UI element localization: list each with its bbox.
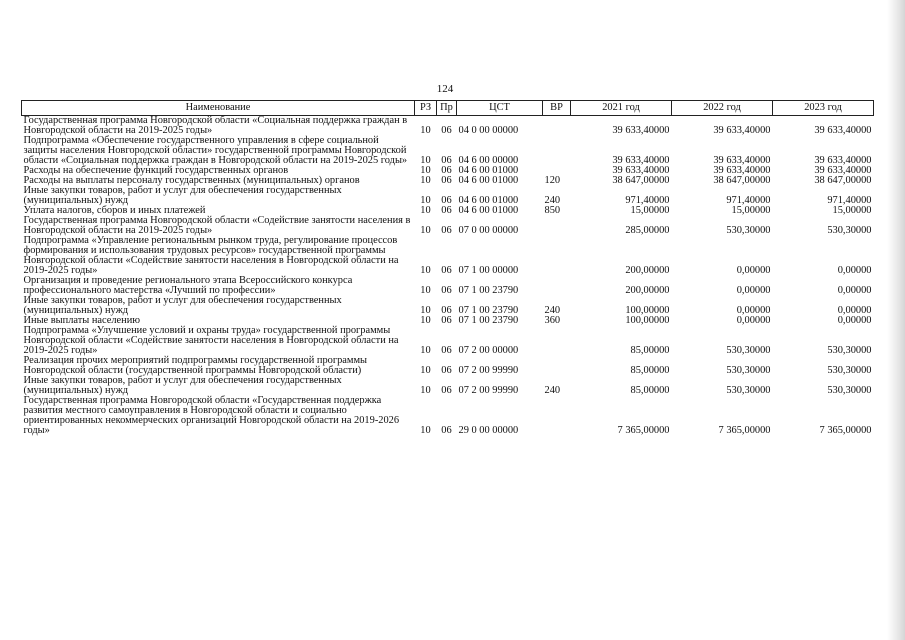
- row-2023: 39 633,40000: [814, 155, 872, 166]
- row-vr: [543, 396, 571, 436]
- row-2023: 530,30000: [827, 385, 872, 396]
- row-name: Иные закупки товаров, работ и услуг для обеспечения государственных (муниципальных) нужд: [23, 295, 342, 316]
- row-name: Расходы на выплаты персоналу государственных (муниципальных) органов: [23, 175, 360, 186]
- table-row: [22, 376, 874, 396]
- header-2023: 2023 год: [773, 101, 874, 116]
- row-2021: 15,00000: [630, 205, 670, 216]
- row-2022: 0,00000: [736, 285, 771, 296]
- row-pr: 06: [441, 265, 452, 276]
- row-pr: 06: [441, 385, 452, 396]
- row-2023: 7 365,00000: [819, 425, 872, 436]
- row-cst: 29 0 00 00000: [458, 425, 519, 436]
- row-cst: 07 0 00 00000: [458, 225, 519, 236]
- row-2021: 38 647,00000: [612, 175, 670, 186]
- row-cst: 04 6 00 01000: [458, 175, 519, 186]
- row-name: Государственная программа Новгородской области «Государственная поддержка развития местного самоуправления в Новгородской области и социально ориентированных некоммерческих организаций Новгородской области на 2019-2026 годы»: [23, 395, 400, 436]
- row-2023: 0,00000: [837, 305, 872, 316]
- row-2023: 0,00000: [837, 315, 872, 326]
- row-pr: 06: [441, 305, 452, 316]
- row-2021: 39 633,40000: [612, 165, 670, 176]
- row-2023: 39 633,40000: [814, 165, 872, 176]
- row-vr: [543, 236, 571, 276]
- row-name: Реализация прочих мероприятий подпрограммы государственной программы Новгородской области (государственной программы Новгородской области): [23, 355, 368, 376]
- row-cst: 07 1 00 23790: [458, 315, 519, 326]
- table-row: [22, 186, 874, 206]
- row-vr: 240: [544, 385, 561, 396]
- row-vr: [543, 356, 571, 376]
- row-cst: 04 6 00 00000: [458, 155, 519, 166]
- table-row: [22, 296, 874, 316]
- row-2023: 0,00000: [837, 285, 872, 296]
- budget-table: [21, 100, 874, 436]
- table-row: [22, 236, 874, 276]
- row-2021: 285,00000: [625, 225, 670, 236]
- row-2022: 39 633,40000: [713, 155, 771, 166]
- row-2021: 85,00000: [630, 385, 670, 396]
- table-body: [22, 116, 874, 437]
- header-cst: ЦСТ: [457, 101, 543, 116]
- row-cst: 04 6 00 01000: [458, 165, 519, 176]
- table-row: [22, 116, 874, 137]
- scan-edge-shadow: [887, 0, 905, 640]
- row-rz: 10: [420, 385, 431, 396]
- row-cst: 07 2 00 00000: [458, 345, 519, 356]
- header-rz: РЗ: [415, 101, 437, 116]
- row-cst: 04 0 00 00000: [458, 125, 519, 136]
- row-vr: 240: [544, 305, 561, 316]
- page-number: 124: [436, 83, 454, 95]
- row-rz: 10: [420, 155, 431, 166]
- table-row: [22, 356, 874, 376]
- row-name: Государственная программа Новгородской области «Содействие занятости населения в Новгородской области на 2019-2025 годы»: [23, 215, 411, 236]
- row-rz: 10: [420, 305, 431, 316]
- row-rz: 10: [420, 265, 431, 276]
- row-pr: 06: [441, 315, 452, 326]
- row-2021: 39 633,40000: [612, 125, 670, 136]
- row-rz: 10: [420, 315, 431, 326]
- row-2022: 0,00000: [736, 315, 771, 326]
- row-rz: 10: [420, 205, 431, 216]
- row-name: Иные закупки товаров, работ и услуг для обеспечения государственных (муниципальных) нужд: [23, 375, 342, 396]
- row-rz: 10: [420, 285, 431, 296]
- row-pr: 06: [441, 165, 452, 176]
- row-2022: 39 633,40000: [713, 125, 771, 136]
- row-vr: 120: [544, 175, 561, 186]
- row-pr: 06: [441, 125, 452, 136]
- row-2023: 971,40000: [827, 195, 872, 206]
- row-rz: 10: [420, 345, 431, 356]
- row-2023: 15,00000: [832, 205, 872, 216]
- row-vr: [543, 326, 571, 356]
- row-2022: 7 365,00000: [718, 425, 771, 436]
- row-2022: 530,30000: [726, 345, 771, 356]
- row-name: Иные закупки товаров, работ и услуг для обеспечения государственных (муниципальных) нужд: [23, 185, 342, 206]
- row-2022: 971,40000: [726, 195, 771, 206]
- row-name: Иные выплаты населению: [23, 315, 141, 326]
- row-rz: 10: [420, 175, 431, 186]
- row-name: Организация и проведение регионального этапа Всероссийского конкурса профессионального мастерства «Лучший по профессии»: [23, 275, 353, 296]
- row-2022: 0,00000: [736, 265, 771, 276]
- row-2022: 38 647,00000: [713, 175, 771, 186]
- header-vr: ВР: [543, 101, 571, 116]
- row-pr: 06: [441, 205, 452, 216]
- header-name: Наименование: [22, 101, 415, 116]
- row-pr: 06: [441, 345, 452, 356]
- row-pr: 06: [441, 425, 452, 436]
- row-2021: 971,40000: [625, 195, 670, 206]
- row-2023: 530,30000: [827, 345, 872, 356]
- table-header: [22, 101, 874, 116]
- row-cst: 07 2 00 99990: [458, 365, 519, 376]
- row-vr: [543, 276, 571, 296]
- row-2023: 38 647,00000: [814, 175, 872, 186]
- row-cst: 07 2 00 99990: [458, 385, 519, 396]
- row-pr: 06: [441, 195, 452, 206]
- row-2021: 85,00000: [630, 365, 670, 376]
- row-name: Подпрограмма «Обеспечение государственного управления в сфере социальной защиты населения Новгородской области» государственной программы Новгородской области «Социальная поддержка граждан в Новгородской области на 2019-2025 годы»: [23, 135, 408, 166]
- row-2023: 39 633,40000: [814, 125, 872, 136]
- row-2021: 200,00000: [625, 285, 670, 296]
- row-pr: 06: [441, 225, 452, 236]
- row-vr: 240: [544, 195, 561, 206]
- row-2022: 530,30000: [726, 385, 771, 396]
- row-vr: [543, 136, 571, 166]
- row-cst: 04 6 00 01000: [458, 205, 519, 216]
- row-pr: 06: [441, 155, 452, 166]
- table-row: [22, 276, 874, 296]
- table-row: [22, 136, 874, 166]
- row-vr: 360: [544, 315, 561, 326]
- row-2021: 85,00000: [630, 345, 670, 356]
- row-rz: 10: [420, 165, 431, 176]
- row-2023: 530,30000: [827, 225, 872, 236]
- row-rz: 10: [420, 365, 431, 376]
- row-2021: 7 365,00000: [617, 425, 670, 436]
- row-name: Государственная программа Новгородской области «Социальная поддержка граждан в Новгородской области на 2019-2025 годы»: [23, 115, 408, 136]
- row-pr: 06: [441, 285, 452, 296]
- table-row: [22, 396, 874, 436]
- row-pr: 06: [441, 365, 452, 376]
- row-cst: 07 1 00 23790: [458, 305, 519, 316]
- row-2021: 200,00000: [625, 265, 670, 276]
- row-2021: 39 633,40000: [612, 155, 670, 166]
- header-2022: 2022 год: [672, 101, 773, 116]
- row-2023: 530,30000: [827, 365, 872, 376]
- row-2021: 100,00000: [625, 315, 670, 326]
- row-name: Подпрограмма «Управление региональным рынком труда, регулирование процессов формирования и использования трудовых ресурсов» государственной программы Новгородской области «Содействие занятости населения в Новгородской области на 2019-2025 годы»: [23, 235, 399, 276]
- row-vr: 850: [544, 205, 561, 216]
- row-pr: 06: [441, 175, 452, 186]
- row-vr: [543, 116, 571, 137]
- row-vr: [543, 216, 571, 236]
- row-rz: 10: [420, 425, 431, 436]
- row-cst: 07 1 00 00000: [458, 265, 519, 276]
- row-2022: 0,00000: [736, 305, 771, 316]
- row-name: Подпрограмма «Улучшение условий и охраны труда» государственной программы Новгородской области «Содействие занятости населения в Новгородской области на 2019-2025 годы»: [23, 325, 399, 356]
- row-rz: 10: [420, 225, 431, 236]
- header-pr: Пр: [437, 101, 457, 116]
- row-name: Уплата налогов, сборов и иных платежей: [23, 205, 206, 216]
- row-cst: 07 1 00 23790: [458, 285, 519, 296]
- row-2022: 530,30000: [726, 365, 771, 376]
- row-rz: 10: [420, 125, 431, 136]
- row-rz: 10: [420, 195, 431, 206]
- row-2022: 530,30000: [726, 225, 771, 236]
- row-2022: 15,00000: [731, 205, 771, 216]
- row-2022: 39 633,40000: [713, 165, 771, 176]
- row-name: Расходы на обеспечение функций государственных органов: [23, 165, 289, 176]
- row-2023: 0,00000: [837, 265, 872, 276]
- row-2021: 100,00000: [625, 305, 670, 316]
- row-cst: 04 6 00 01000: [458, 195, 519, 206]
- table-row: [22, 216, 874, 236]
- table-row: [22, 326, 874, 356]
- header-2021: 2021 год: [571, 101, 672, 116]
